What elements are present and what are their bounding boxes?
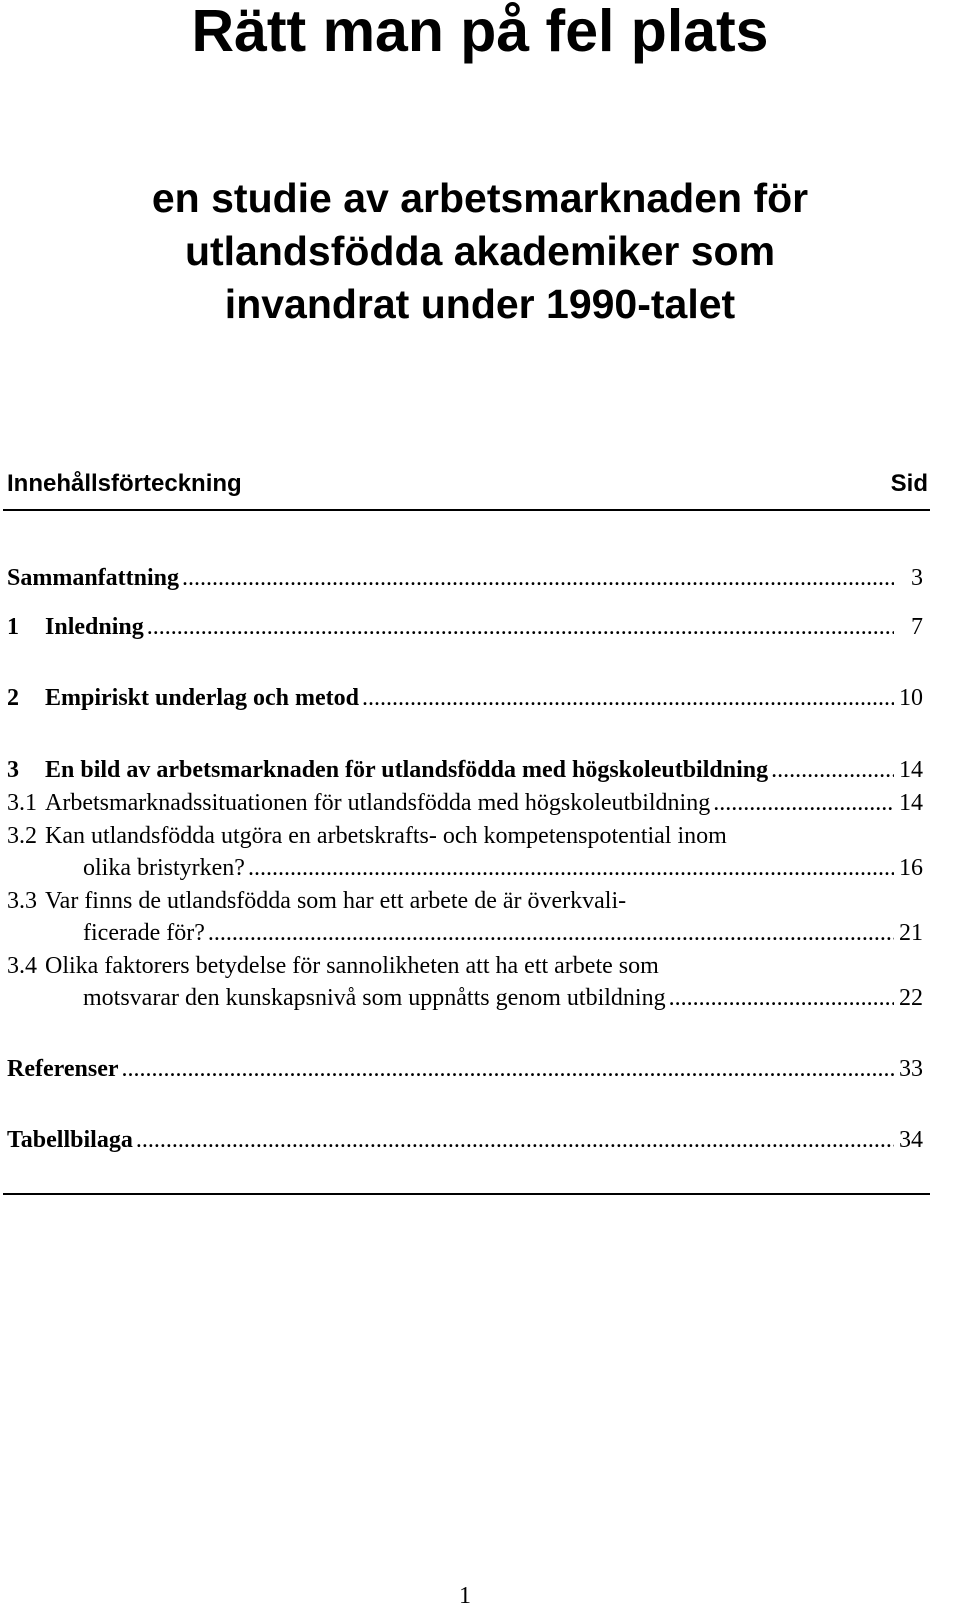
subtitle-line: en studie av arbetsmarknaden för: [151, 175, 809, 221]
toc-entry-page: 22: [899, 985, 923, 1011]
dot-leader: [147, 612, 894, 642]
toc-entry-page: 34: [899, 1127, 923, 1153]
dot-leader: [713, 788, 894, 818]
toc-entry-text: Var finns de utlandsfödda som har ett arbete de är överkvali-: [45, 888, 627, 914]
page-column-label: Sid: [890, 470, 928, 497]
toc-entry-number: 3.1: [7, 790, 37, 816]
toc-entry-page: 14: [899, 790, 923, 816]
bottom-divider: [3, 1193, 930, 1195]
toc-entry-page: 21: [899, 920, 923, 946]
toc-entry-text: Arbetsmarknadssituationen för utlandsfödda med högskoleutbildning: [45, 790, 711, 816]
toc-entry-text: motsvarar den kunskapsnivå som uppnåtts genom utbildning: [83, 985, 666, 1011]
toc-entry-page: 10: [899, 685, 923, 711]
toc-entry-3-3-continued[interactable]: [83, 918, 923, 948]
dot-leader: [669, 983, 894, 1013]
toc-entry-text: Empiriskt underlag och metod: [45, 685, 360, 711]
dot-leader: [362, 683, 894, 713]
toc-entry-3-3[interactable]: [7, 886, 923, 916]
toc-heading: Innehållsförteckning: [7, 470, 242, 497]
toc-entry-inledning[interactable]: [7, 612, 923, 642]
toc-entry-en-bild[interactable]: [7, 755, 923, 785]
toc-entry-text: Olika faktorers betydelse för sannolikheten att ha ett arbete som: [45, 953, 659, 979]
toc-entry-number: 3.3: [7, 888, 37, 914]
toc-entry-page: 33: [899, 1056, 923, 1082]
toc-entry-empiriskt-underlag[interactable]: [7, 683, 923, 713]
toc-entry-text: Referenser: [7, 1056, 119, 1082]
toc-entry-3-1[interactable]: [7, 788, 923, 818]
toc-entry-page: 3: [911, 565, 923, 591]
dot-leader: [136, 1125, 894, 1155]
toc-entry-text: ficerade för?: [83, 920, 205, 946]
toc-entry-text: olika bristyrken?: [83, 855, 245, 881]
subtitle-line: utlandsfödda akademiker som: [184, 228, 776, 274]
toc-entry-text: Sammanfattning: [7, 565, 180, 591]
toc-entry-number: 3: [7, 757, 19, 783]
toc-entry-number: 2: [7, 685, 19, 711]
toc-entry-number: 3.2: [7, 823, 37, 849]
toc-entry-page: 16: [899, 855, 923, 881]
dot-leader: [771, 755, 894, 785]
dot-leader: [122, 1054, 895, 1084]
toc-entry-3-4[interactable]: [7, 951, 923, 981]
toc-entry-text: Kan utlandsfödda utgöra en arbetskrafts- och kompetenspotential inom: [45, 823, 727, 849]
toc-entry-3-2[interactable]: [7, 821, 923, 851]
toc-entry-3-4-continued[interactable]: [83, 983, 923, 1013]
page-number: 1: [459, 1583, 471, 1609]
toc-entry-referenser[interactable]: [7, 1054, 923, 1084]
toc-entry-page: 7: [911, 614, 923, 640]
toc-entry-number: 1: [7, 614, 19, 640]
toc-entry-3-2-continued[interactable]: [83, 853, 923, 883]
toc-entry-text: Tabellbilaga: [7, 1127, 133, 1153]
toc-entry-number: 3.4: [7, 953, 37, 979]
toc-entry-sammanfattning[interactable]: [7, 563, 923, 593]
document-subtitle: [0, 172, 960, 331]
top-divider: [3, 509, 930, 511]
toc-entry-page: 14: [899, 757, 923, 783]
subtitle-line: invandrat under 1990-talet: [224, 281, 736, 327]
dot-leader: [208, 918, 894, 948]
toc-entry-text: En bild av arbetsmarknaden för utlandsfödda med högskoleutbildning: [45, 757, 769, 783]
toc-entry-text: Inledning: [45, 614, 144, 640]
toc-entry-tabellbilaga[interactable]: [7, 1125, 923, 1155]
dot-leader: [248, 853, 894, 883]
toc-header: [7, 470, 928, 498]
document-title: Rätt man på fel plats: [191, 0, 769, 64]
dot-leader: [182, 563, 894, 593]
